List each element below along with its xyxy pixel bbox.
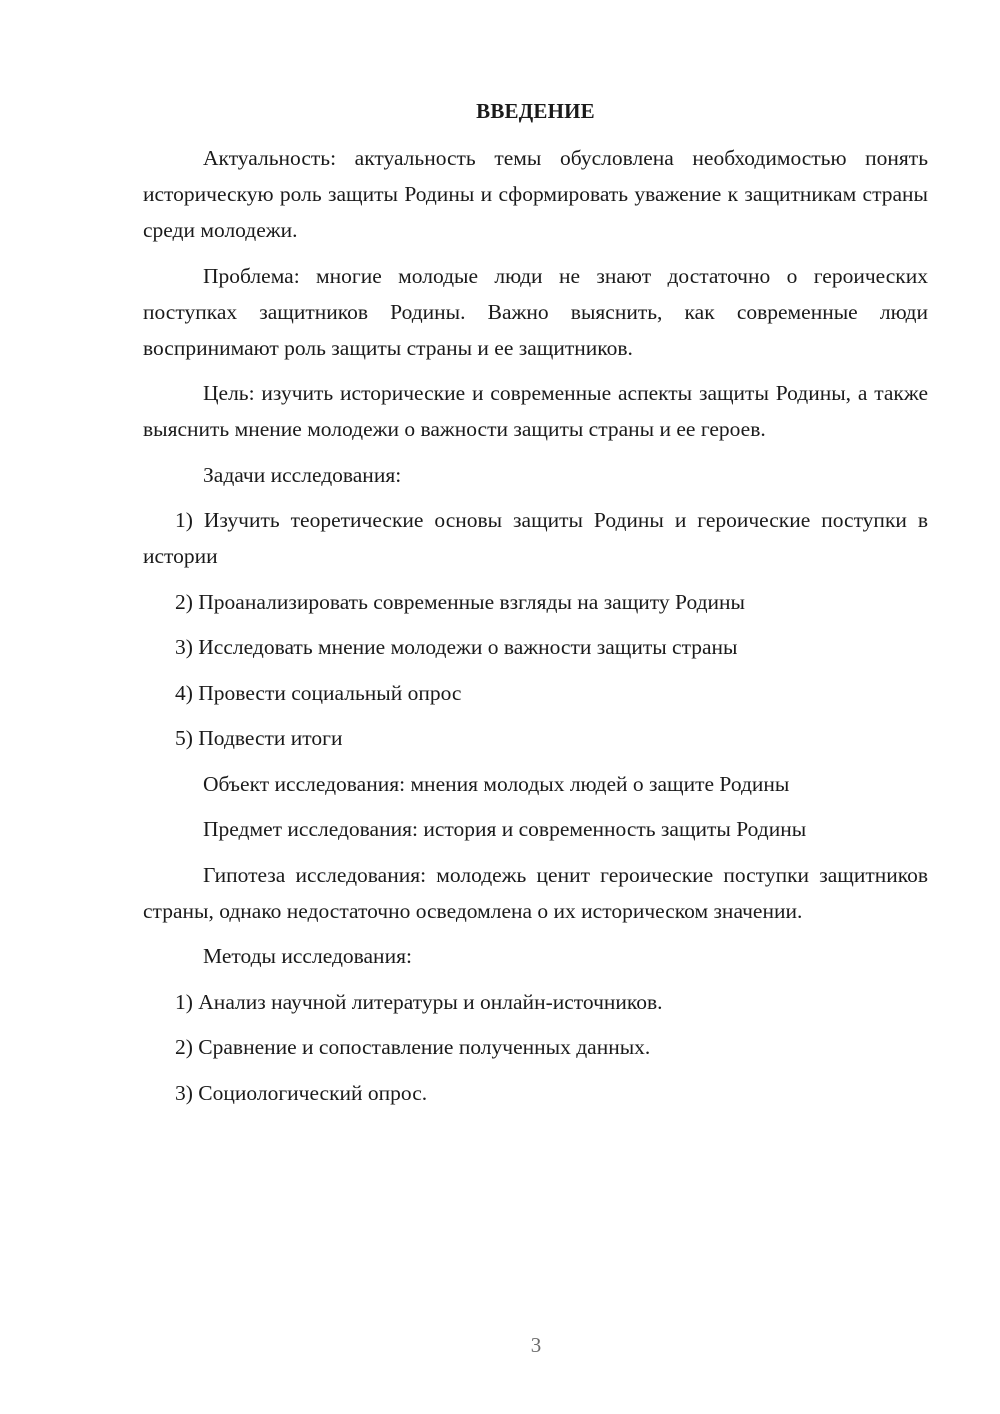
paragraph-problem: Проблема: многие молодые люди не знают достаточно о героических поступках защитников Родины. Важно выяснить, как современные люди воспринимают роль защиты страны и ее защитников. <box>143 263 928 360</box>
paragraph-hypothesis: Гипотеза исследования: молодежь ценит героические поступки защитников страны, однако недостаточно осведомлена о их историческом значении. <box>143 862 928 923</box>
paragraph-goal: Цель: изучить исторические и современные аспекты защиты Родины, а также выяснить мнение молодежи о важности защиты страны и ее героев. <box>143 381 928 441</box>
page-number: 3 <box>530 1333 542 1357</box>
paragraph-relevance: Актуальность: актуальность темы обусловлена необходимостью понять историческую роль защиты Родины и сформировать уважение к защитникам страны среди молодежи. <box>143 146 928 242</box>
paragraph-subject: Предмет исследования: история и современность защиты Родины <box>203 817 807 841</box>
paragraph-tasks-heading: Задачи исследования: <box>203 462 402 487</box>
paragraph-methods-heading: Методы исследования: <box>203 944 412 968</box>
method-item-3: 3) Социологический опрос. <box>175 1080 428 1105</box>
task-item-5: 5) Подвести итоги <box>175 726 343 750</box>
method-item-1: 1) Анализ научной литературы и онлайн-источников. <box>175 989 663 1014</box>
task-item-1: 1) Изучить теоретические основы защиты Родины и героические поступки в истории <box>143 508 928 568</box>
paragraph-object: Объект исследования: мнения молодых людей о защите Родины <box>203 771 790 796</box>
document-body <box>143 140 928 1120</box>
task-item-3: 3) Исследовать мнение молодежи о важности защиты страны <box>175 635 738 659</box>
task-item-2: 2) Проанализировать современные взгляды на защиту Родины <box>175 589 745 614</box>
task-item-4: 4) Провести социальный опрос <box>175 680 462 705</box>
page-title: ВВЕДЕНИЕ <box>476 99 595 123</box>
method-item-2: 2) Сравнение и сопоставление полученных данных. <box>175 1035 651 1059</box>
